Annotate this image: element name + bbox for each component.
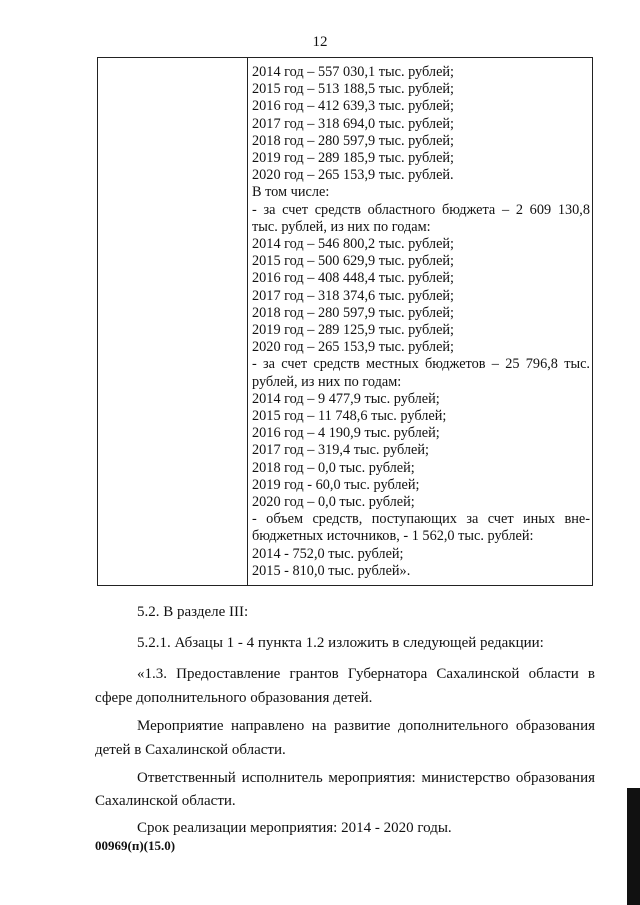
- table-line: 2018 год – 280 597,9 тыс. рублей;: [252, 132, 455, 149]
- table-line: 2017 год – 319,4 тыс. рублей;: [252, 442, 430, 459]
- table-line: 2016 год – 408 448,4 тыс. рублей;: [252, 270, 455, 287]
- table-line: бюджетных источников, - 1 562,0 тыс. рублей:: [252, 528, 534, 545]
- table-line: 2015 - 810,0 тыс. рублей».: [252, 562, 411, 579]
- subsection-heading: 5.2.1. Абзацы 1 - 4 пункта 1.2 изложить в следующей редакции:: [137, 635, 544, 651]
- scan-edge-mark: [627, 788, 640, 905]
- table-line: 2016 год – 4 190,9 тыс. рублей;: [252, 425, 440, 442]
- table-line: 2017 год – 318 694,0 тыс. рублей;: [252, 115, 455, 132]
- table-line: 2019 год - 60,0 тыс. рублей;: [252, 476, 420, 493]
- table-line: 2016 год – 412 639,3 тыс. рублей;: [252, 98, 455, 115]
- table-line: 2019 год – 289 185,9 тыс. рублей;: [252, 150, 455, 167]
- funding-table: [97, 57, 593, 586]
- table-line: 2014 - 752,0 тыс. рублей;: [252, 545, 404, 562]
- table-line: 2018 год – 0,0 тыс. рублей;: [252, 459, 415, 476]
- page-number: 12: [312, 34, 328, 50]
- table-line: - объем средств, поступающих за счет иных вне-: [252, 511, 590, 528]
- term-paragraph: Срок реализации мероприятия: 2014 - 2020 годы.: [137, 820, 452, 836]
- table-line: тыс. рублей, из них по годам:: [252, 218, 431, 235]
- table-line: 2020 год – 0,0 тыс. рублей;: [252, 494, 415, 511]
- table-line: 2015 год – 11 748,6 тыс. рублей;: [252, 408, 447, 425]
- table-line: 2014 год – 546 800,2 тыс. рублей;: [252, 236, 455, 253]
- table-line: 2014 год – 9 477,9 тыс. рублей;: [252, 390, 440, 407]
- table-column-divider: [247, 58, 248, 585]
- table-funding-cell: [252, 64, 590, 580]
- event-paragraph-line-1: Мероприятие направлено на развитие дополнительного образования: [137, 718, 595, 734]
- table-line: 2020 год – 265 153,9 тыс. рублей;: [252, 339, 455, 356]
- grant-paragraph-line-2: сфере дополнительного образования детей.: [95, 690, 373, 706]
- table-line: 2018 год – 280 597,9 тыс. рублей;: [252, 304, 455, 321]
- executor-paragraph-line-2: Сахалинской области.: [95, 793, 236, 809]
- table-line: рублей, из них по годам:: [252, 373, 402, 390]
- table-line: 2015 год – 500 629,9 тыс. рублей;: [252, 253, 455, 270]
- executor-paragraph-line-1: Ответственный исполнитель мероприятия: министерство образования: [137, 770, 595, 786]
- table-line: 2019 год – 289 125,9 тыс. рублей;: [252, 322, 455, 339]
- table-line: 2014 год – 557 030,1 тыс. рублей;: [252, 64, 455, 80]
- table-line: 2017 год – 318 374,6 тыс. рублей;: [252, 287, 455, 304]
- table-line: 2020 год – 265 153,9 тыс. рублей.: [252, 167, 454, 184]
- section-heading: 5.2. В разделе III:: [137, 604, 249, 620]
- table-line: 2015 год – 513 188,5 тыс. рублей;: [252, 81, 455, 98]
- table-line: В том числе:: [252, 184, 330, 201]
- grant-paragraph-line-1: «1.3. Предоставление грантов Губернатора Сахалинской области в: [137, 666, 595, 682]
- event-paragraph-line-2: детей в Сахалинской области.: [95, 742, 286, 758]
- document-code: 00969(п)(15.0): [95, 838, 176, 853]
- table-line: - за счет средств областного бюджета – 2 609 130,8: [252, 201, 590, 218]
- table-line: - за счет средств местных бюджетов – 25 796,8 тыс.: [252, 356, 590, 373]
